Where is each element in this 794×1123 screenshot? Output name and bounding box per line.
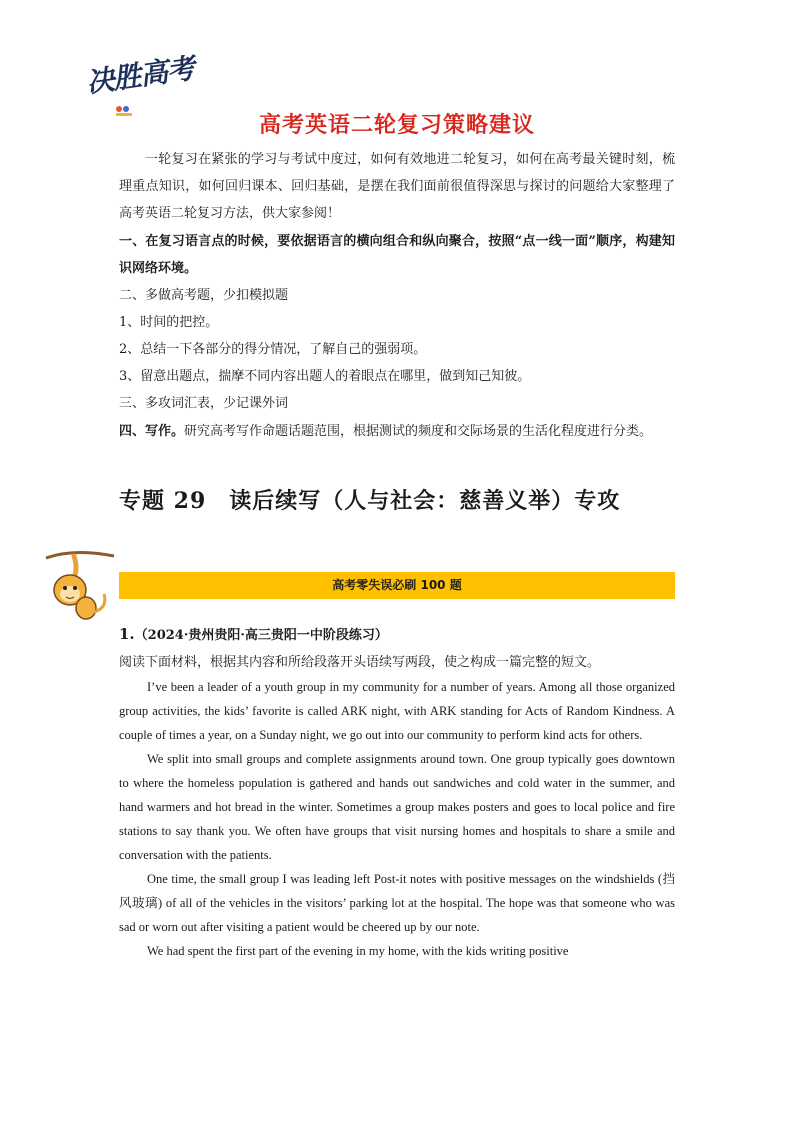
passage-paragraph: We had spent the first part of the evening in my home, with the kids writing positive	[147, 944, 569, 958]
passage-paragraph: One time, the small group I was leading left Post-it notes with positive messages on the windshields (挡风玻璃) of all of the vehicles in the visitors’ parking lot at the hospital. The hope was that someone who was sad or worn out after visiting a patient would be cheered up by our note.	[119, 872, 675, 934]
list-item: 2、总结一下各部分的得分情况，了解自己的强弱项。	[119, 342, 427, 357]
section-1-heading: 一、在复习语言点的时候，要依据语言的横向组合和纵向聚合，按照“点一线一面”顺序，构建知识网络环境。	[119, 234, 675, 276]
list-item: 3、留意出题点，揣摩不同内容出题人的着眼点在哪里，做到知己知彼。	[119, 369, 531, 384]
main-title: 高考英语二轮复习策略建议	[258, 113, 535, 138]
question-source: （2024·贵州贵阳·高三贵阳一中阶段练习）	[134, 628, 388, 643]
banner: 高考零失误必刷 100 题	[119, 572, 675, 599]
logo-text: 决胜高考	[84, 51, 196, 100]
passage-paragraph: I’ve been a leader of a youth group in my community for a number of years. Among all those organized group activities, the kids’ favorite is called ARK night, with ARK standing for Acts of Random Kindness. A couple of times a year, on a Sunday night, we go out into our community to perform kind acts for others.	[119, 680, 675, 742]
section-4-heading: 四、写作。	[119, 424, 185, 439]
passage	[119, 675, 675, 963]
question-header	[119, 624, 388, 646]
section-3-heading: 三、多攻词汇表，少记课外词	[119, 396, 289, 411]
passage-paragraph: We split into small groups and complete assignments around town. One group typically goes downtown to where the homeless population is gathered and hands out sandwiches and cold water in the summer, and hand warmers and hot bread in the winter. Sometimes a group makes posters and goes to local police and fire stations to say thank you. We often have groups that visit nursing homes and hospitals to share a smile and conversation with the patients.	[119, 752, 675, 862]
section-2-heading: 二、多做高考题，少扣模拟题	[119, 288, 289, 303]
topic-title: 专题 29 读后续写（人与社会：慈善义举）专攻	[119, 488, 621, 514]
list-item: 1、时间的把控。	[119, 315, 219, 330]
section-4-text: 研究高考写作命题话题范围，根据测试的频度和交际场景的生活化程度进行分类。	[184, 424, 653, 439]
question-instruction: 阅读下面材料，根据其内容和所给段落开头语续写两段，使之构成一篇完整的短文。	[119, 655, 601, 670]
question-number: 1.	[119, 625, 135, 643]
intro-paragraph: 一轮复习在紧张的学习与考试中度过，如何有效地进二轮复习，如何在高考最关键时刻，梳理重点知识，如何回归课本、回归基础，是摆在我们面前很值得深思与探讨的问题给大家整理了高考英语二轮复习方法，供大家参阅！	[119, 152, 675, 221]
section-4-line	[119, 419, 679, 445]
monkey-mascot-icon	[44, 548, 116, 622]
